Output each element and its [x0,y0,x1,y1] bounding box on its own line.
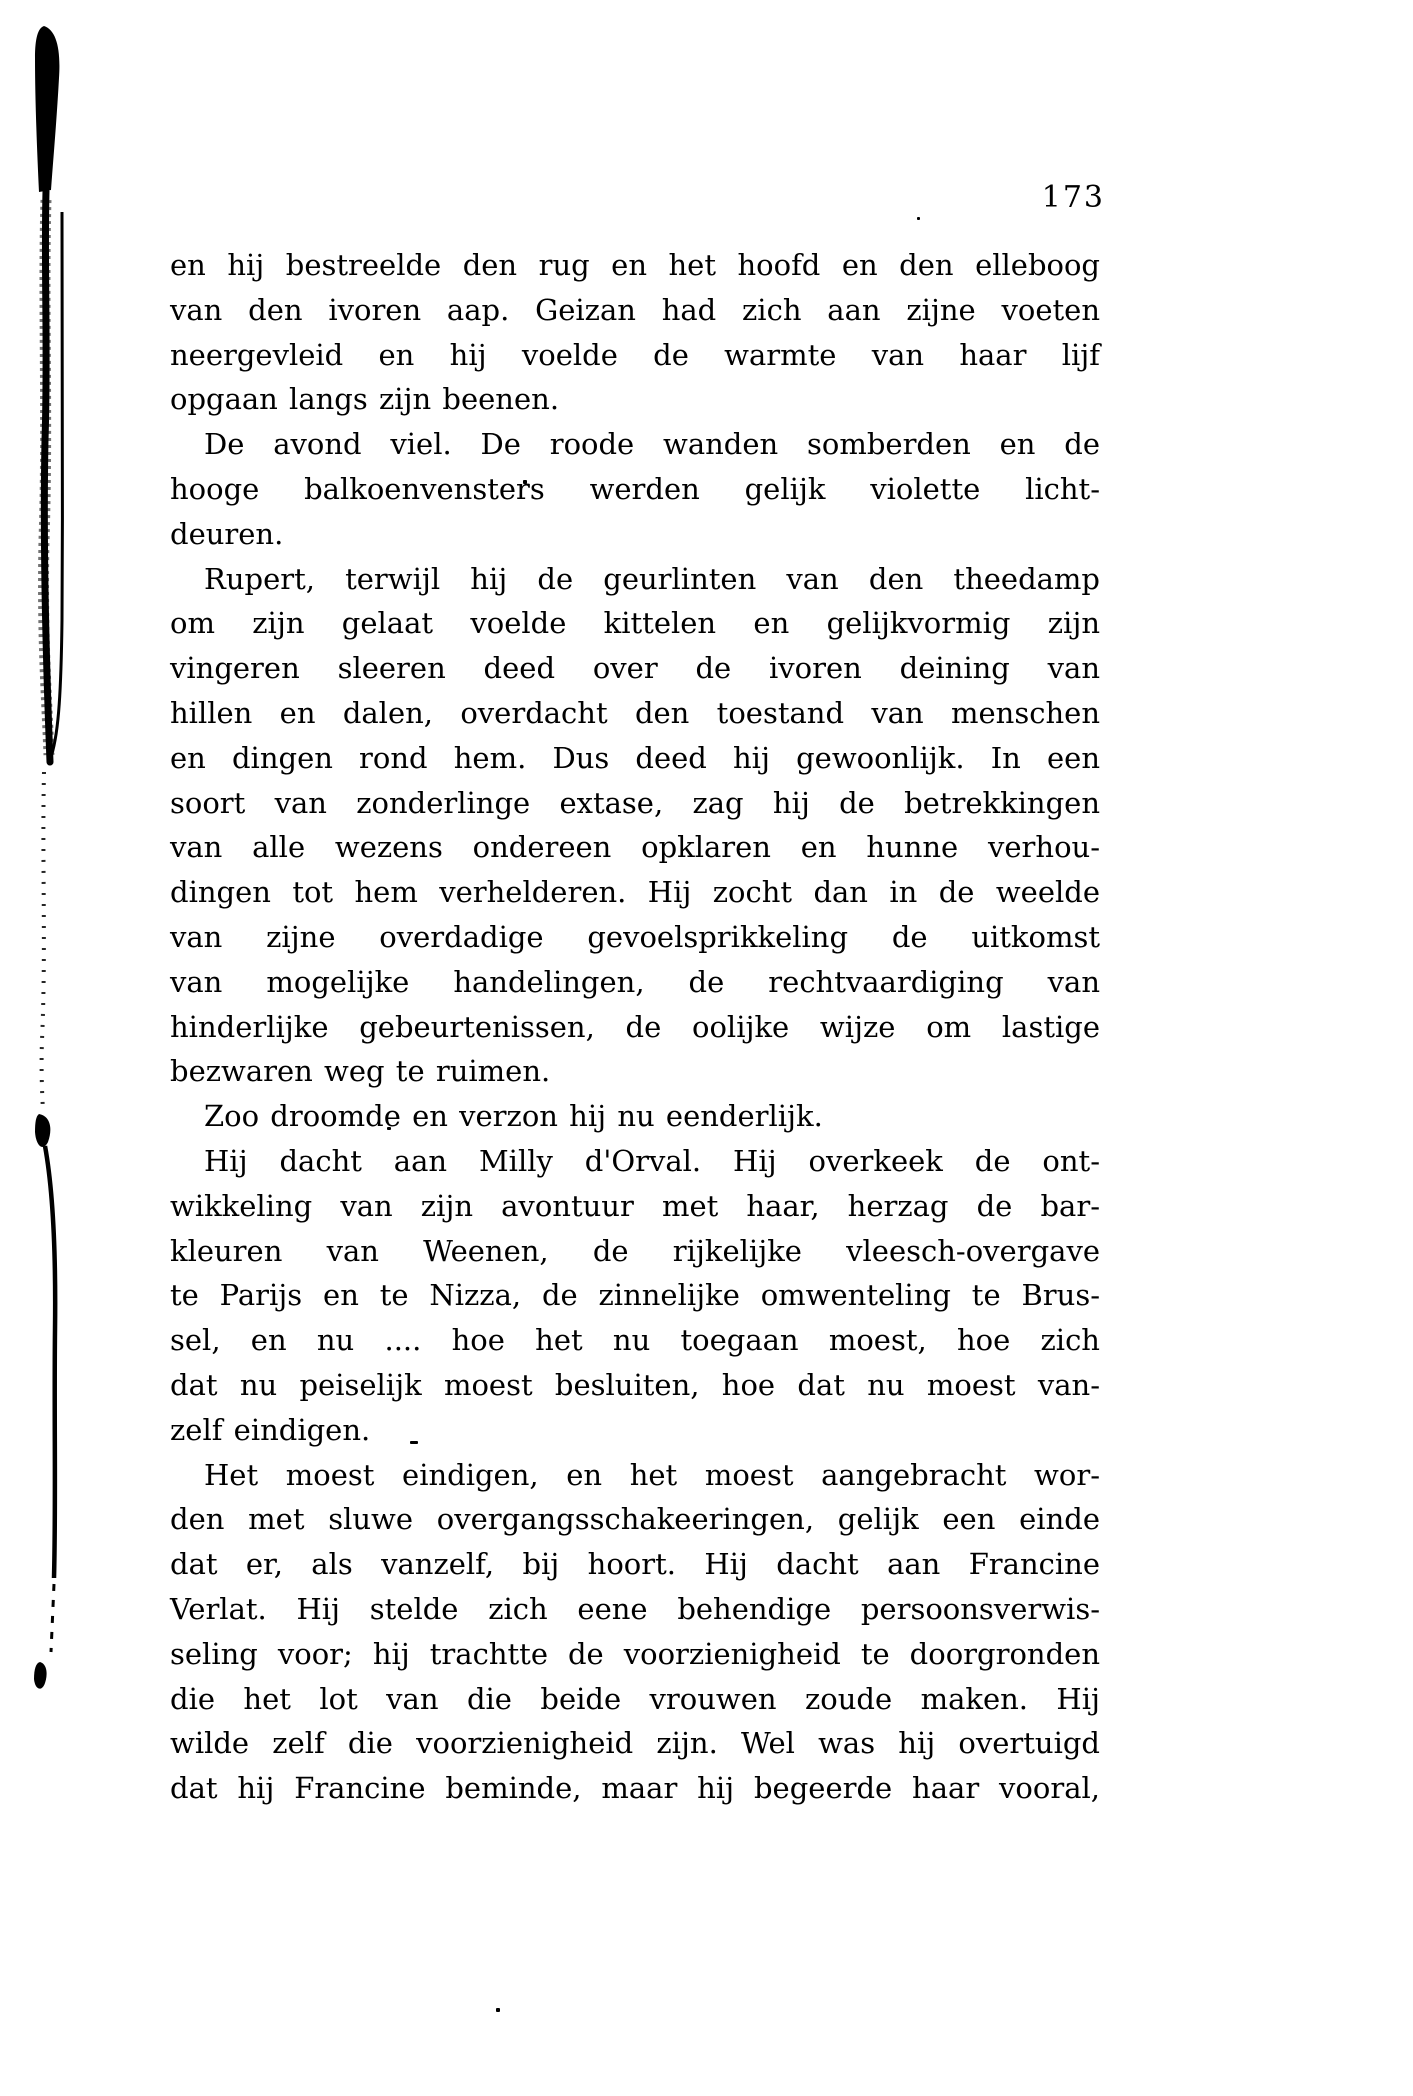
text-line: en dingen rond hem. Dus deed hij gewoonlijk. In een [170,740,1100,775]
page-number: 173 [1041,180,1105,215]
text-line: hinderlijke gebeurtenissen, de oolijke wijze om lastige [170,1009,1100,1044]
text-line: kleuren van Weenen, de rijkelijke vleesch-overgave [170,1233,1100,1268]
text-line: seling voor; hij trachtte de voorzienigheid te doorgronden [170,1636,1100,1671]
text-line: Zoo droomde en verzon hij nu eenderlijk. [204,1099,823,1134]
text-line: dat hij Francine beminde, maar hij begeerde haar vooral, [170,1771,1100,1806]
text-line: De avond viel. De roode wanden somberden en de [204,427,1100,462]
text-line: van mogelijke handelingen, de rechtvaardiging van [170,964,1100,999]
text-line: te Parijs en te Nizza, de zinnelijke omwenteling te Brus- [170,1278,1100,1313]
text-line: vingeren sleeren deed over de ivoren deining van [170,651,1100,686]
ink-speck [917,217,920,220]
text-line: hillen en dalen, overdacht den toestand van menschen [170,695,1100,730]
text-line: Verlat. Hij stelde zich eene behendige persoonsverwis- [170,1591,1100,1626]
text-line: soort van zonderlinge extase, zag hij de betrekkingen [170,785,1100,820]
text-block [170,243,1100,1811]
text-line: dat er, als vanzelf, bij hoort. Hij dacht aan Francine [170,1547,1100,1582]
text-line: Hij dacht aan Milly d'Orval. Hij overkeek de ont- [204,1143,1100,1178]
text-line: die het lot van die beide vrouwen zoude maken. Hij [170,1681,1100,1716]
text-line: wikkeling van zijn avontuur met haar, herzag de bar- [170,1188,1100,1223]
text-line: deuren. [170,516,284,551]
text-line: bezwaren weg te ruimen. [170,1054,551,1089]
text-line: en hij bestreelde den rug en het hoofd en den elleboog [170,248,1100,282]
binding-mark [0,0,80,2096]
ink-speck [496,2008,500,2012]
text-line: van den ivoren aap. Geizan had zich aan zijne voeten [170,292,1100,327]
text-line: Het moest eindigen, en het moest aangebracht wor- [204,1457,1100,1492]
text-line: Rupert, terwijl hij de geurlinten van den theedamp [204,561,1100,596]
text-line: om zijn gelaat voelde kittelen en gelijkvormig zijn [170,606,1100,641]
text-line: dingen tot hem verhelderen. Hij zocht dan in de weelde [170,875,1100,910]
text-line: den met sluwe overgangsschakeeringen, gelijk een einde [170,1502,1100,1537]
text-line: dat nu peiselijk moest besluiten, hoe dat nu moest van- [170,1367,1100,1402]
text-line: wilde zelf die voorzienigheid zijn. Wel was hij overtuigd [170,1726,1100,1761]
text-line: neergevleid en hij voelde de warmte van haar lijf [170,337,1100,372]
text-line: zelf eindigen. [170,1412,371,1447]
text-line: hooge balkoenvensters werden gelijk violette licht- [170,471,1100,506]
text-line: sel, en nu .... hoe het nu toegaan moest, hoe zich [170,1323,1100,1358]
text-line: van zijne overdadige gevoelsprikkeling de uitkomst [170,919,1100,954]
text-line: opgaan langs zijn beenen. [170,382,560,417]
text-line: van alle wezens ondereen opklaren en hunne verhou- [170,830,1100,865]
